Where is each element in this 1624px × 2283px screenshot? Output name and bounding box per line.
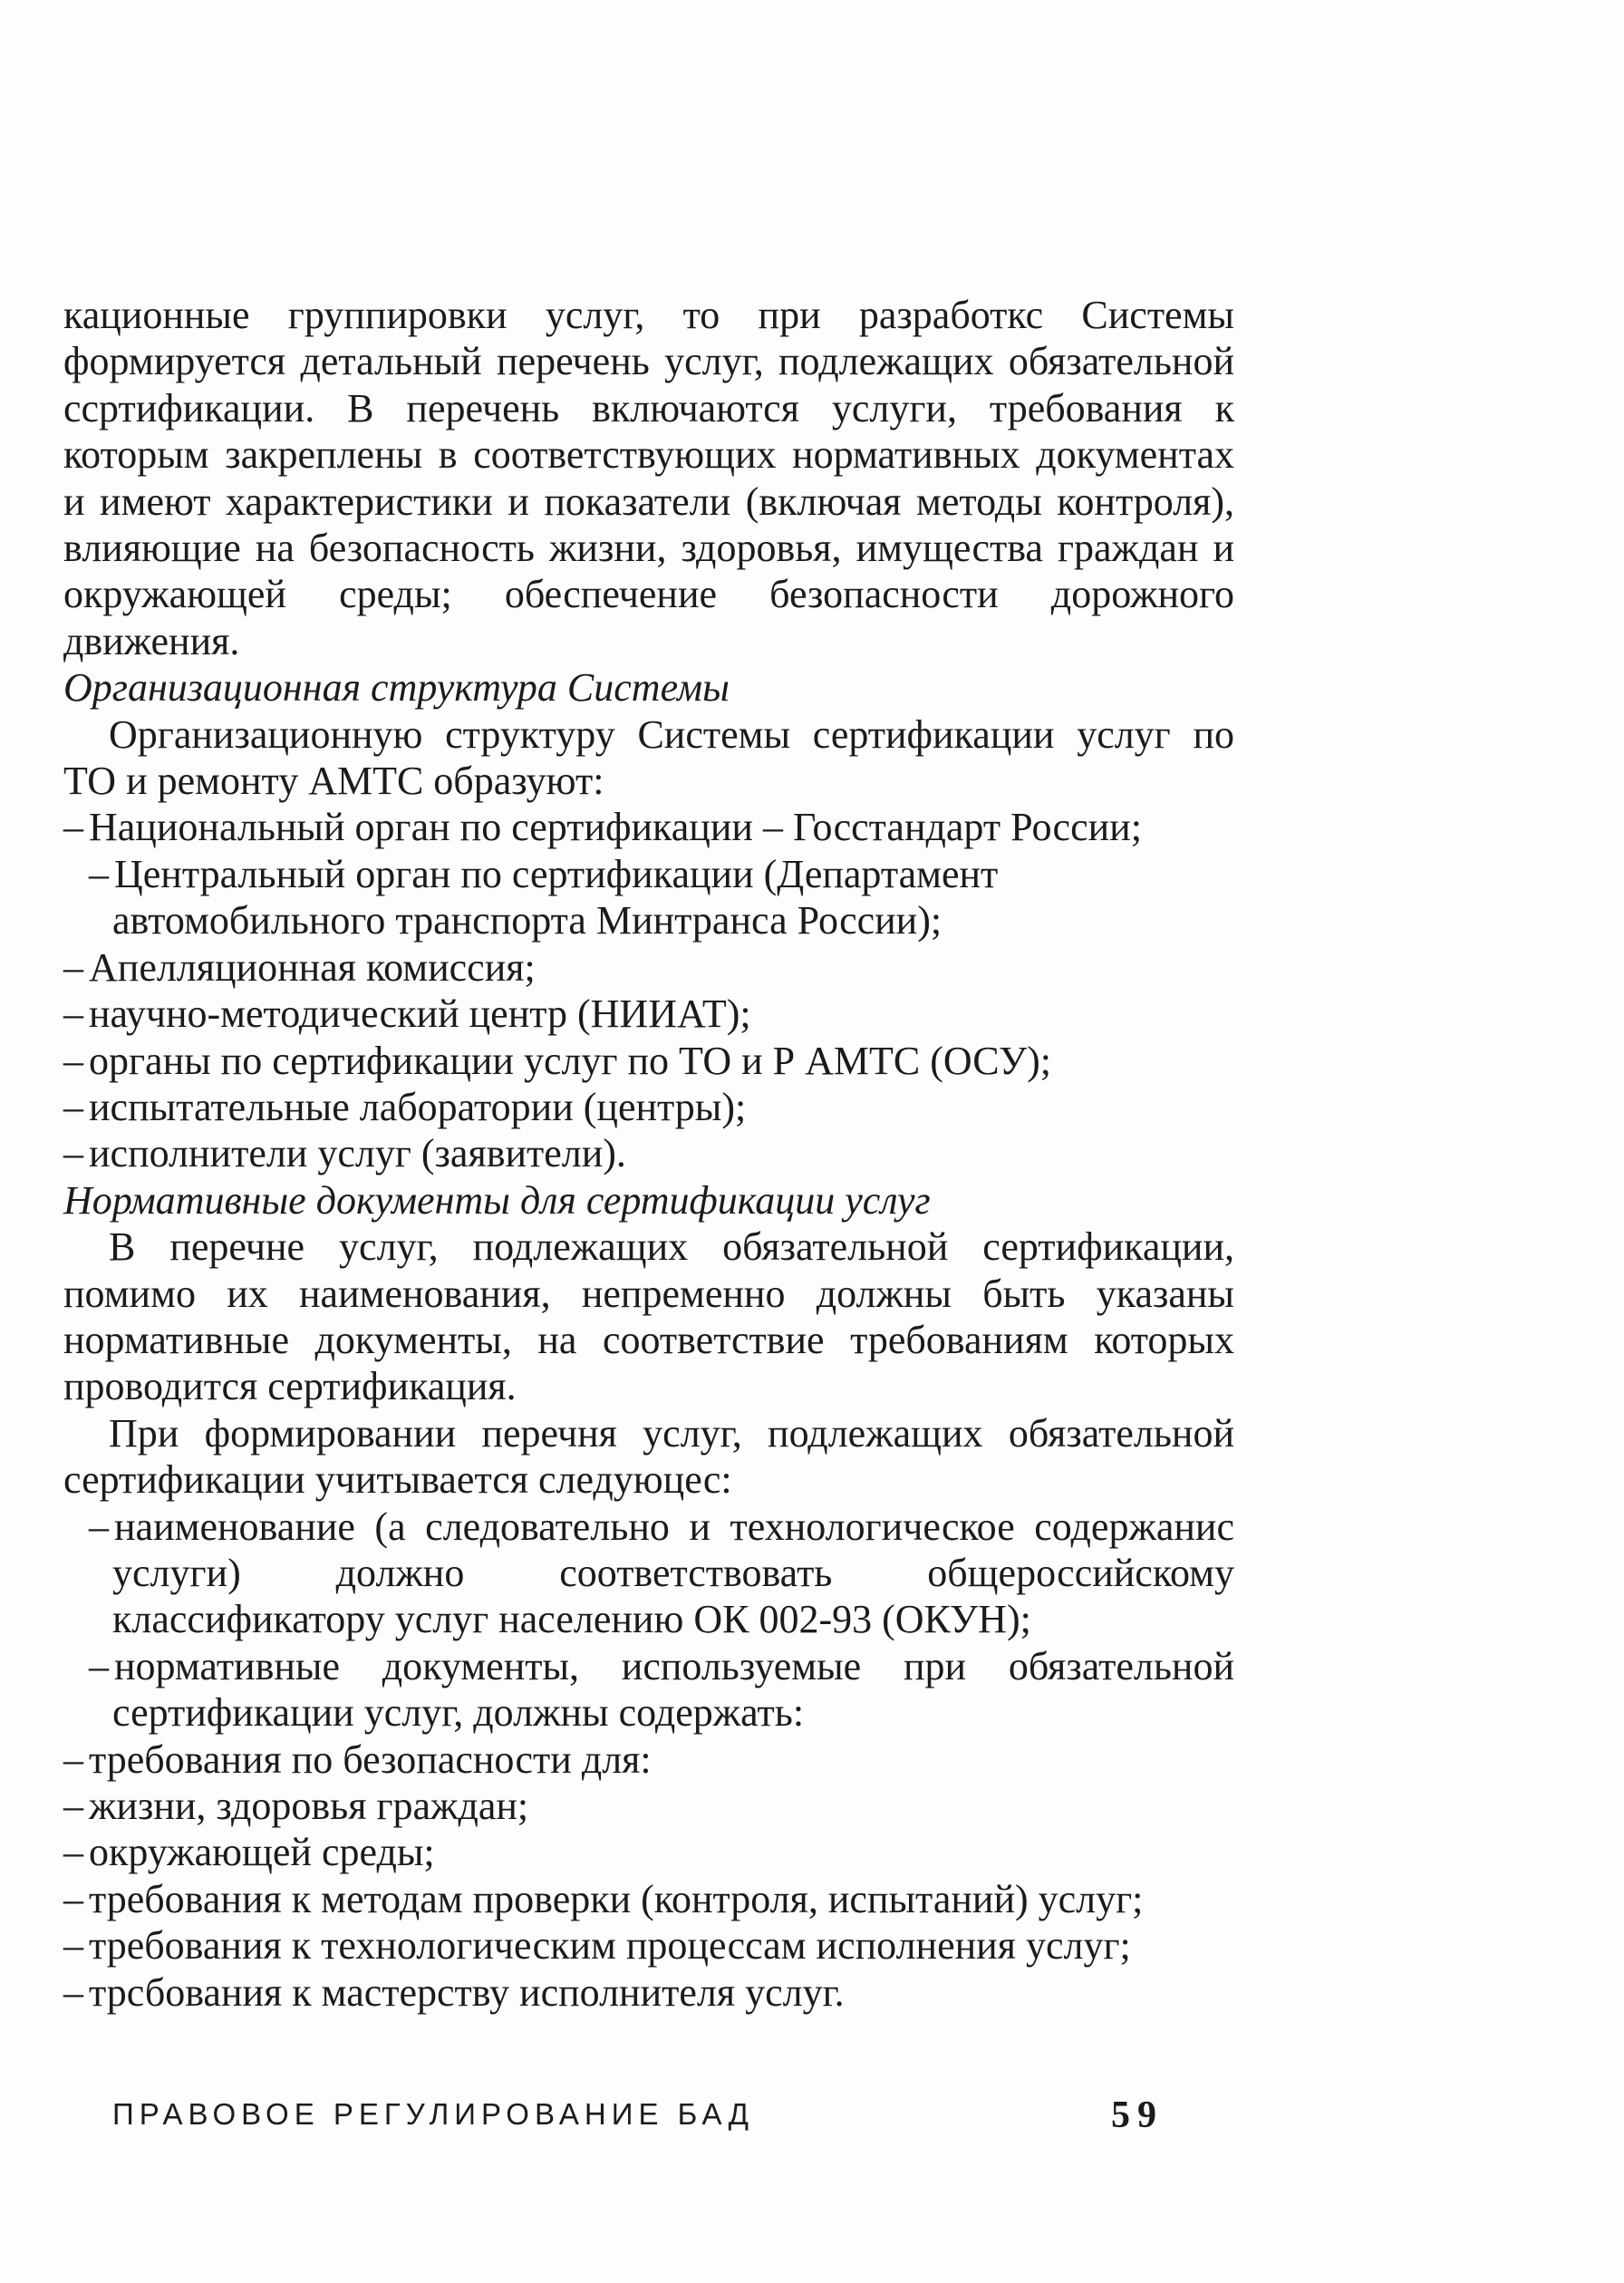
page-number: 59 bbox=[1111, 2094, 1164, 2136]
list-item: – Апелляционная комиссия; bbox=[63, 944, 536, 990]
list-item: – испытательные лаборатории (центры); bbox=[63, 1084, 747, 1129]
requirements-list bbox=[63, 1504, 1234, 2016]
paragraph-list-intro: При формировании перечня услуг, подлежащих обязательной сертификации учитывается следуюцес: bbox=[63, 1410, 1234, 1503]
list-item: – трсбования к мастерству исполнителя услуг. bbox=[63, 1969, 845, 2015]
list-item: – жизни, здоровья граждан; bbox=[63, 1784, 529, 1828]
list-item: – Центральный орган по сертификации (Департамент автомобильного транспорта Минтранса России); bbox=[89, 851, 999, 943]
section-heading-structure: Организационная структура Системы bbox=[63, 665, 730, 711]
structure-list bbox=[63, 804, 1234, 1176]
list-item: – окружающей среды; bbox=[63, 1830, 435, 1875]
list-item: – требования к методам проверки (контроля, испытаний) услуг; bbox=[63, 1876, 1144, 1921]
page-footer bbox=[112, 2094, 1164, 2148]
list-item: – требования к технологическим процессам исполнения услуг; bbox=[63, 1923, 1131, 1969]
paragraph-normative-docs: В перечне услуг, подлежащих обязательной сертификации, помимо их наименования, непременно должны быть указаны нормативные документы, на соответствие требованиям которых проводится сертификация. bbox=[63, 1224, 1234, 1409]
list-item: – исполнители услуг (заявители). bbox=[63, 1131, 626, 1176]
running-title: ПРАВОВОЕ РЕГУЛИРОВАНИЕ БАД bbox=[112, 2097, 755, 2131]
list-item: – наименование (а следовательно и технологическое содержанис услуги) должно соответствовать общероссийскому классификатору услуг населению ОК 002-93 (ОКУН); bbox=[89, 1504, 1234, 1642]
list-item: – нормативные документы, используемые при обязательной сертификации услуг, должны содержать: bbox=[89, 1643, 1234, 1736]
list-item: – Национальный орган по сертификации – Госстандарт России; bbox=[63, 805, 1142, 850]
list-item: – органы по сертификации услуг по ТО и Р АМТС (ОСУ); bbox=[63, 1038, 1052, 1083]
paragraph-structure-intro: Организационную структуру Системы сертификации услуг по ТО и ремонту АМТС образуют: bbox=[63, 711, 1234, 804]
paragraph-continuation: кационные группировки услуг, то при разработкс Системы формируется детальный перечень услуг, подлежащих обязательной ссртификации. В перечень включаются услуги, требования к которым закреплены в соответствующих нормативных документах и имеют характеристики и показатели (включая методы контроля), влияющие на безопасность жизни, здоровья, имущества граждан и окружающей среды; обеспечение безопасности дорожного движения. bbox=[63, 293, 1234, 663]
section-heading-normative-docs: Нормативные документы для сертификации услуг bbox=[63, 1177, 931, 1223]
list-item: – требования по безопасности для: bbox=[63, 1736, 652, 1782]
list-item: – научно-методический центр (НИИАТ); bbox=[63, 992, 751, 1037]
body-text bbox=[63, 292, 1234, 2016]
